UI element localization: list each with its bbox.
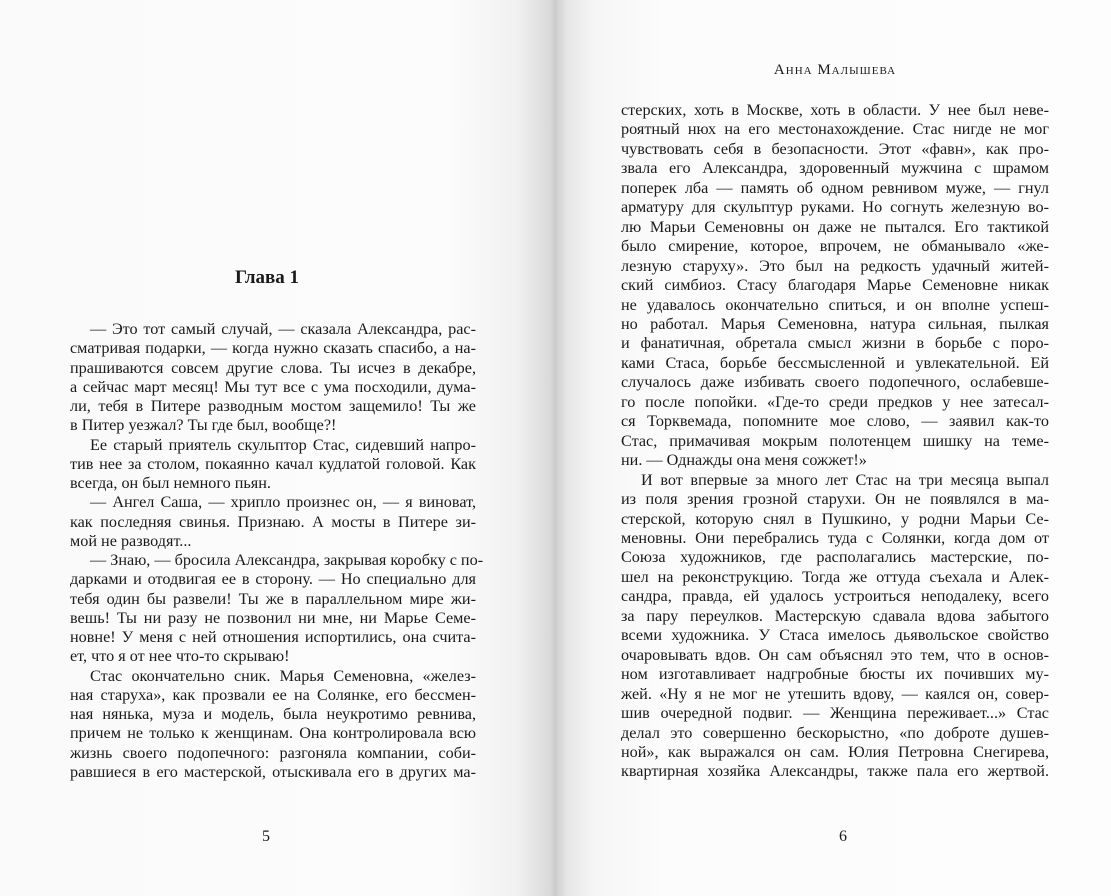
paragraph [621,471,1049,782]
text-line: тебя один бы развели! Ты же в параллельном мире жи- [70,589,476,608]
text-line: всеми художника. У Стаса имелось дьявольское свойство [621,626,1049,645]
text-line: ский симбиоз. Стасу благодаря Марье Семеновне никак [621,276,1049,295]
text-line: Союза художников, где располагались мастерские, по- [621,548,1049,567]
text-line: чувствовать себя в безопасности. Этот «фавн», как про- [621,139,1049,158]
text-line: лезную старуху». Это был на редкость удачный житей- [621,256,1049,275]
text-line: звала его Александра, здоровенный мужчина с шрамом [621,159,1049,178]
page-number: 5 [262,828,270,845]
text-line: ся Торквемада, попомните мое слово, — заявил как-то [621,412,1049,431]
text-line: из поля зрения грозной старухи. Он не появлялся в ма- [621,490,1049,509]
text-line: меновны. Они перебрались туда с Солянки, когда дом от [621,528,1049,547]
text-line: го после попойки. «Где-то среди предков у нее затесал- [621,392,1049,411]
running-header: Анна Малышева [773,62,897,78]
paragraph [70,551,484,667]
text-line: стерской, которую снял в Пушкино, у родни Марьи Се- [621,509,1049,528]
text-line: Стас, примачивая мокрым полотенцем шишку на теме- [621,431,1049,450]
text-line: жизнь своего подопечного: разгоняла компании, соби- [70,743,476,762]
text-line: ная нянька, муза и модель, была неукротимо ревнива, [70,705,476,723]
right-page-body [621,101,1049,782]
paragraph [70,320,476,436]
text-line: ная старуха», как прозвали ее на Солянке, его бессмен- [70,685,476,704]
text-line: — Ангел Саша, — хрипло произнес он, — я виноват, [90,493,476,512]
text-line: дарками и отодвигая ее в сторону. — Но специально для [70,570,476,589]
text-line: Стас окончательно сник. Марья Семеновна, «желез- [90,666,476,685]
page-number: 6 [839,828,847,845]
text-line: лю Марьи Семеновны он даже не пытался. Его тактикой [621,217,1049,236]
text-line: очаровывать вдов. Он сам объяснял это тем, что в основ- [621,645,1049,664]
text-line: тив нее за столом, покаянно качал кудлатой головой. Как [70,454,476,473]
text-line: шел на реконструкцию. Тогда же оттуда съехала и Алек- [621,567,1049,586]
text-line: ни. — Однажды она меня сожжет!» [621,451,867,470]
text-line: — Это тот самый случай, — сказала Александра, рас- [90,320,476,338]
text-line: ли, тебя в Питере разводным мостом защемило! Ты же [70,397,476,415]
text-line: делал это совершенно бескорыстно, «по доброте душев- [621,723,1049,742]
text-line: поперек лба — память об одном ревнивом муже, — гнул [621,178,1049,197]
text-line: сандра, правда, ей удалось устроиться неподалеку, всего [621,587,1049,606]
text-line: И вот впервые за много лет Стас на три месяца выпал [641,470,1049,489]
paragraph [70,493,476,551]
text-line: ном изготавливает надгробные бюсты их почивших му- [621,665,1049,684]
paragraph [70,436,476,494]
text-line: шив очередной подвиг. — Женщина переживает...» Стас [621,704,1049,723]
text-line: новне! У меня с ней отношения испортились, она счита- [70,628,476,646]
text-line: ной», как выражался он сам. Юлия Петровна Снегирева, [621,742,1049,761]
left-page-body [70,320,484,782]
text-line: жей. «Ну я не мог не утешить вдову, — каялся он, совер- [621,684,1049,703]
text-line: Ее старый приятель скульптор Стас, сидевший напро- [90,435,476,454]
text-line: было смирение, которое, впрочем, не обманывало «же- [621,237,1049,256]
text-line: случалось даже избивать своего подопечного, ослабевше- [621,373,1049,392]
text-line: и фанатичная, обретала смысл жизни в борьбе с поро- [621,334,1049,353]
text-line: прашиваются совсем другие слова. Ты исчез в декабре, [70,358,476,377]
text-line: не удавалось окончательно спиться, и он вполне успеш- [621,295,1049,314]
text-line: квартирная хозяйка Александры, также пала его жертвой. [621,762,1049,781]
text-line: — Знаю, — бросила Александра, закрывая коробку с по- [90,551,484,569]
paragraph [621,101,1049,471]
text-line: ками Стаса, борьбе бессмысленной и увлекательной. Ей [621,353,1049,372]
text-line: а сейчас март месяц! Мы тут все с ума посходили, дума- [70,377,476,396]
text-line: сматривая подарки, — когда нужно сказать спасибо, а на- [70,339,476,358]
text-line: причем не только к женщинам. Она контролировала всю [70,724,476,743]
text-line: как последняя свинья. Признаю. А мосты в Питере зи- [70,512,476,531]
text-line: за пару переулков. Мастерскую сдавала вдова забытого [621,606,1049,625]
text-line: вешь! Ты ни разу не позвонил ни мне, ни Марье Семе- [70,608,476,627]
paragraph [70,667,476,783]
text-line: мой не разводят... [70,531,192,550]
text-line: стерских, хоть в Москве, хоть в области. У нее был неве- [621,101,1049,119]
text-line: в Питер уезжал? Ты где был, вообще?! [70,416,337,435]
text-line: роятный нюх на его местонахождение. Стас нигде не мог [621,120,1049,139]
text-line: равшиеся в его мастерской, отыскивала его в других ма- [70,762,476,781]
text-line: всегда, он был немного пьян. [70,474,271,492]
text-line: арматуру для скульптур руками. Но согнуть железную во- [621,198,1049,217]
right-page [556,0,1111,896]
text-line: но работал. Марья Семеновна, натура сильная, пылкая [621,314,1049,333]
chapter-title: Глава 1 [234,267,300,288]
text-line: ет, что я от нее что-то скрываю! [70,647,290,666]
